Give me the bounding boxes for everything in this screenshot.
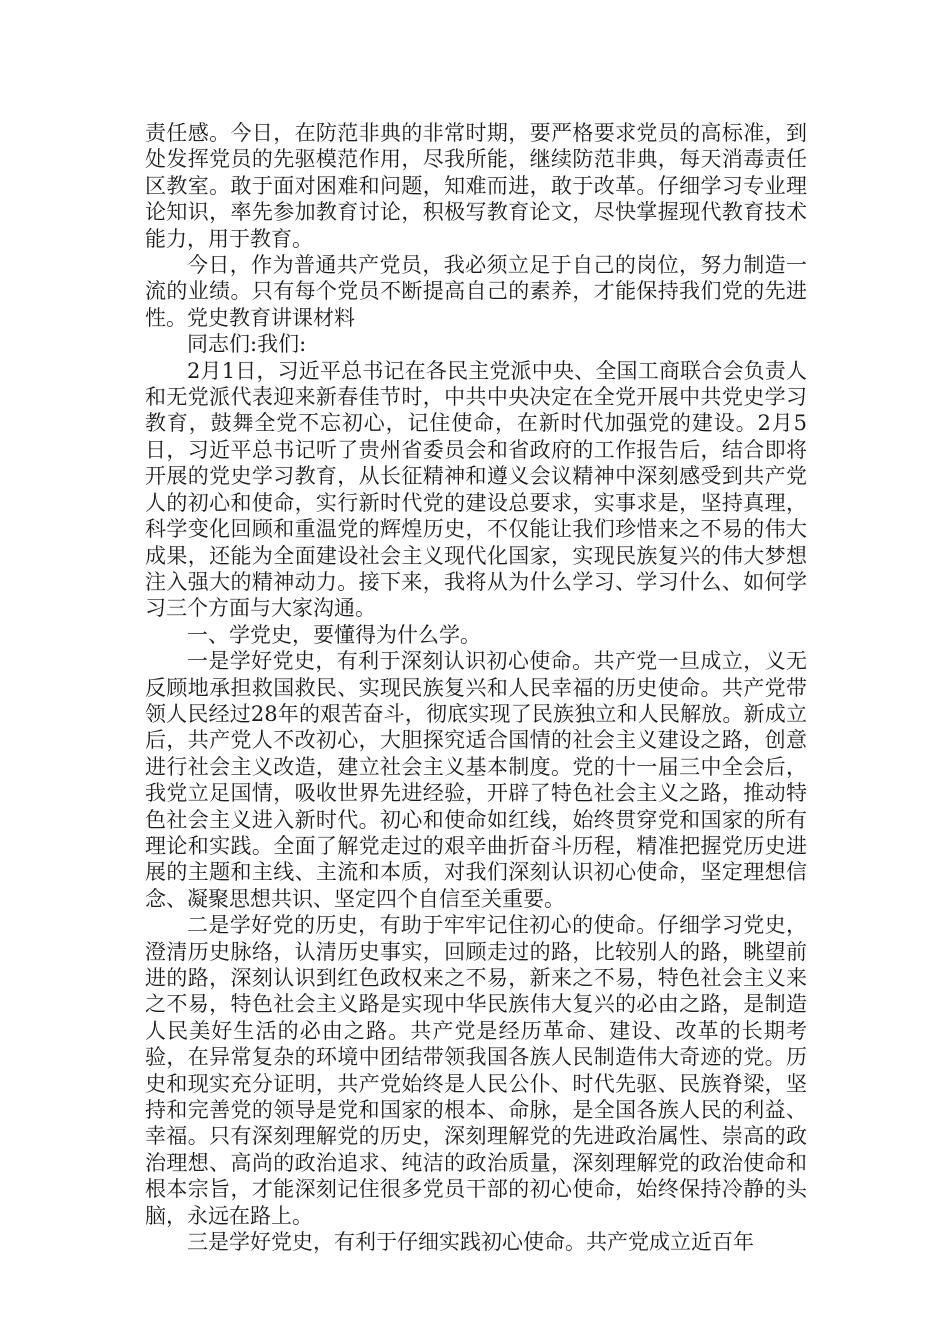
- paragraph: 2月1日，习近平总书记在各民主党派中央、全国工商联合会负责人和无党派代表迎来新春佳节时，中共中央决定在全党开展中共党史学习教育，鼓舞全党不忘初心，记住使命，在新时代加强党的建设。2月5日，习近平总书记听了贵州省委员会和省政府的工作报告后，结合即将开展的党史学习教育，从长征精神和遵义会议精神中深刻感受到共产党人的初心和使命，实行新时代党的建设总要求，实事求是，坚持真理，科学变化回顾和重温党的辉煌历史，不仅能让我们珍惜来之不易的伟大成果，还能为全面建设社会主义现代化国家，实现民族复兴的伟大梦想注入强大的精神动力。接下来，我将从为什么学习、学习什么、如何学习三个方面与大家沟通。: [145, 358, 807, 621]
- paragraph: 责任感。今日，在防范非典的非常时期，要严格要求党员的高标准，到处发挥党员的先驱模范作用，尽我所能，继续防范非典，每天消毒责任区教室。敢于面对困难和问题，知难而进，敢于改革。仔细学习专业理论知识，率先参加教育讨论，积极写教育论文，尽快掌握现代教育技术能力，用于教育。: [145, 121, 807, 251]
- paragraph: 二是学好党的历史，有助于牢牢记住初心的使命。仔细学习党史，澄清历史脉络，认清历史事实，回顾走过的路，比较别人的路，眺望前进的路，深刻认识到红色政权来之不易，新来之不易，特色社会主义来之不易，特色社会主义路是实现中华民族伟大复兴的必由之路，是制造人民美好生活的必由之路。共产党是经历革命、建设、改革的长期考验，在异常复杂的环境中团结带领我国各族人民制造伟大奇迹的党。历史和现实充分证明，共产党始终是人民公仆、时代先驱、民族脊梁，坚持和完善党的领导是党和国家的根本、命脉，是全国各族人民的利益、幸福。只有深刻理解党的历史，深刻理解党的先进政治属性、崇高的政治理想、高尚的政治追求、纯洁的政治质量，深刻理解党的政治使命和根本宗旨，才能深刻记住很多党员干部的初心使命，始终保持冷静的头脑，永远在路上。: [145, 913, 807, 1228]
- section-heading: 一、学党史，要懂得为什么学。: [187, 622, 481, 647]
- document-body: [145, 120, 807, 1255]
- paragraph: 一是学好党史，有利于深刻认识初心使命。共产党一旦成立，义无反顾地承担救国救民、实现民族复兴和人民幸福的历史使命。共产党带领人民经过28年的艰苦奋斗，彻底实现了民族独立和人民解放。新成立后，共产党人不改初心，大胆探究适合国情的社会主义建设之路，创意进行社会主义改造，建立社会主义基本制度。党的十一届三中全会后，我党立足国情，吸收世界先进经验，开辟了特色社会主义之路，推动特色社会主义进入新时代。初心和使命如红线，始终贯穿党和国家的所有理论和实践。全面了解党走过的艰辛曲折奋斗历程，精准把握党历史进展的主题和主线、主流和本质，对我们深刻认识初心使命，坚定理想信念、凝聚思想共识、坚定四个自信至关重要。: [145, 649, 807, 911]
- paragraph: 同志们:我们:: [187, 332, 307, 357]
- paragraph: 三是学好党史，有利于仔细实践初心使命。共产党成立近百年: [187, 1230, 754, 1255]
- paragraph: 今日，作为普通共产党员，我必须立足于自己的岗位，努力制造一流的业绩。只有每个党员不断提高自己的素养，才能保持我们党的先进性。党史教育讲课材料: [145, 253, 807, 330]
